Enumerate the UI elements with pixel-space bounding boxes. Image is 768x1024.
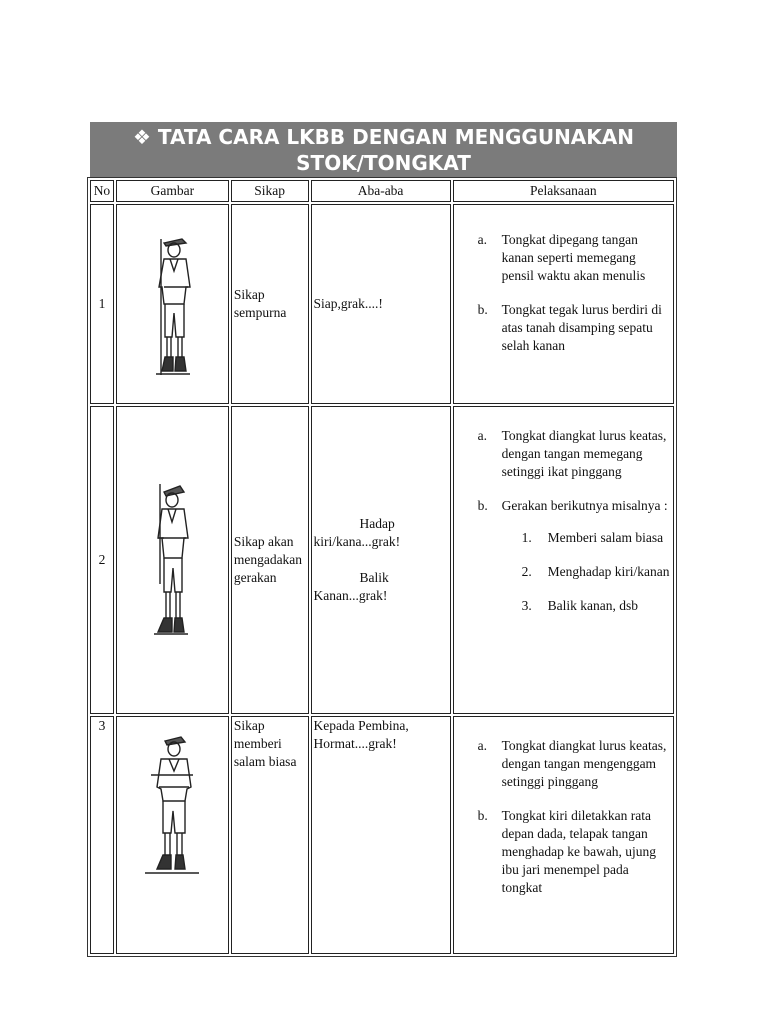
row-sikap: Sikap akan mengadakan gerakan	[231, 406, 309, 714]
command-2: Balik Kanan...grak!	[313, 570, 389, 603]
row-sikap: Sikap sempurna	[231, 204, 309, 404]
row-number: 2	[90, 406, 114, 714]
list-item: b. Tongkat tegak lurus berdiri di atas tanah disamping sepatu selah kanan	[477, 302, 662, 353]
scout-salute-image	[137, 729, 207, 879]
col-header-no: No	[90, 180, 114, 202]
list-item: 3. Balik kanan, dsb	[521, 598, 638, 613]
row-aba-aba: Kepada Pembina, Hormat....grak!	[311, 716, 451, 954]
command-1: Hadap kiri/kana...grak!	[313, 516, 401, 549]
list-item: 1. Memberi salam biasa	[521, 530, 664, 545]
row-image-cell	[116, 716, 229, 954]
col-header-aba-aba: Aba-aba	[311, 180, 451, 202]
row-number: 1	[90, 204, 114, 404]
list-item: a. Tongkat dipegang tangan kanan seperti memegang pensil waktu akan menulis	[477, 232, 646, 283]
col-header-gambar: Gambar	[116, 180, 229, 202]
row-number: 3	[90, 716, 114, 954]
list-item: b. Tongkat kiri diletakkan rata depan dada, telapak tangan menghadap ke bawah, ujung ibu jari menempel pada tongkat	[477, 808, 657, 895]
col-header-sikap: Sikap	[231, 180, 309, 202]
procedure-table	[87, 177, 677, 957]
row-sikap: Sikap memberi salam biasa	[231, 716, 309, 954]
list-item: b. Gerakan berikutnya misalnya :	[477, 498, 668, 513]
table-row	[90, 204, 674, 404]
row-aba-aba	[311, 406, 451, 714]
row-pelaksanaan	[453, 406, 674, 714]
list-item: a. Tongkat diangkat lurus keatas, dengan tangan mengenggam setinggi pinggang	[477, 738, 667, 789]
row-aba-aba: Siap,grak....!	[311, 204, 451, 404]
table-header-row	[90, 180, 674, 202]
row-image-cell	[116, 204, 229, 404]
list-item: 2. Menghadap kiri/kanan	[521, 564, 670, 579]
col-header-pelaksanaan: Pelaksanaan	[453, 180, 674, 202]
table-row	[90, 716, 674, 954]
title-line-1: ❖ TATA CARA LKBB DENGAN MENGGUNAKAN	[132, 125, 635, 149]
scout-stick-raised-image	[142, 480, 202, 640]
scout-standing-with-stick-image	[142, 229, 202, 379]
list-item: a. Tongkat diangkat lurus keatas, dengan tangan memegang setinggi ikat pinggang	[477, 428, 667, 479]
row-pelaksanaan	[453, 204, 674, 404]
row-pelaksanaan	[453, 716, 674, 954]
table-row	[90, 406, 674, 714]
row-image-cell	[116, 406, 229, 714]
document-title	[90, 122, 677, 178]
title-line-2: STOK/TONGKAT	[296, 151, 471, 175]
